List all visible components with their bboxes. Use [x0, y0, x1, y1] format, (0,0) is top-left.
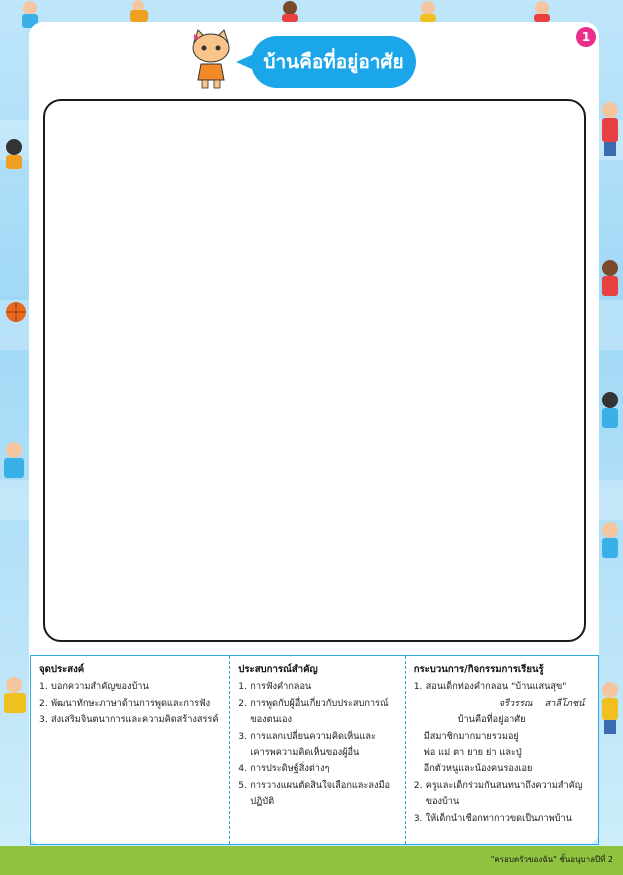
page-number-badge: 1: [576, 27, 596, 47]
kid-illustration-icon: [598, 258, 623, 308]
kid-illustration-icon: [0, 135, 30, 175]
list-item: 3. ให้เด็กนำเชือกทากาวขดเป็นภาพบ้าน: [413, 812, 572, 824]
poem-line: มีสมาชิกมากมายรวมอยู่: [423, 730, 519, 742]
list-item: 4. การประดิษฐ์สิ่งต่างๆ: [238, 763, 330, 775]
list-item: 2. ครูและเด็กร่วมกันสนทนาถึงความสำคัญของบ้าน: [413, 779, 583, 808]
objectives-heading: จุดประสงค์: [39, 664, 85, 675]
kid-illustration-icon: [598, 100, 623, 160]
kid-illustration-icon: [598, 390, 623, 440]
kid-illustration-icon: [520, 0, 570, 22]
experiences-heading: ประสบการณ์สำคัญ: [238, 664, 318, 675]
activities-heading: กระบวนการ/กิจกรรมการเรียนรู้: [413, 664, 544, 675]
kid-illustration-icon: [118, 0, 168, 22]
list-item: 2. พัฒนาทักษะภาษาด้านการพูดและการฟัง: [39, 697, 211, 709]
activities-column: [406, 656, 598, 844]
kid-illustration-icon: [598, 520, 623, 570]
list-item: 1. สอนเด็กท่องคำกลอน "บ้านแสนสุข": [413, 681, 567, 693]
cat-mascot-icon: [186, 28, 236, 92]
kid-illustration-icon: [270, 0, 310, 22]
poem-title: บ้านคือที่อยู่อาศัย: [457, 714, 526, 726]
page-title: บ้านคือที่อยู่อาศัย: [251, 36, 416, 88]
kid-illustration-icon: [598, 680, 623, 740]
kid-illustration-icon: [0, 440, 30, 490]
poem-block: [414, 696, 592, 778]
drawing-area[interactable]: [43, 99, 586, 642]
footer-text: "ครอบครัวของฉัน" ชั้นอนุบาลปีที่ 2: [490, 855, 613, 864]
list-item: 1. บอกความสำคัญของบ้าน: [39, 681, 149, 693]
list-item: 1. การฟังคำกลอน: [238, 681, 312, 693]
list-item: 3. การแลกเปลี่ยนความคิดเห็นและเคารพความคิดเห็นของผู้อื่น: [238, 730, 376, 759]
kid-illustration-icon: [408, 0, 448, 22]
experiences-column: [230, 656, 405, 844]
poem-author: จรีวรรณ สาลีโภชน์: [498, 697, 585, 709]
list-item: 3. ส่งเสริมจินตนาการและความคิดสร้างสรรค์: [39, 714, 219, 726]
list-item: 2. การพูดกับผู้อื่นเกี่ยวกับประสบการณ์ของตนเอง: [238, 697, 389, 726]
list-item: 5. การวางแผนตัดสินใจเลือกและลงมือปฏิบัติ: [238, 779, 391, 808]
objectives-column: [31, 656, 230, 844]
lesson-info-table: [30, 655, 599, 845]
poem-line: อีกตัวหนูและน้องคนรองเอย: [423, 763, 533, 775]
basketball-icon: [4, 300, 28, 324]
poem-line: พ่อ แม่ ตา ยาย ย่า และปู่: [423, 747, 522, 759]
kid-illustration-icon: [0, 675, 30, 725]
